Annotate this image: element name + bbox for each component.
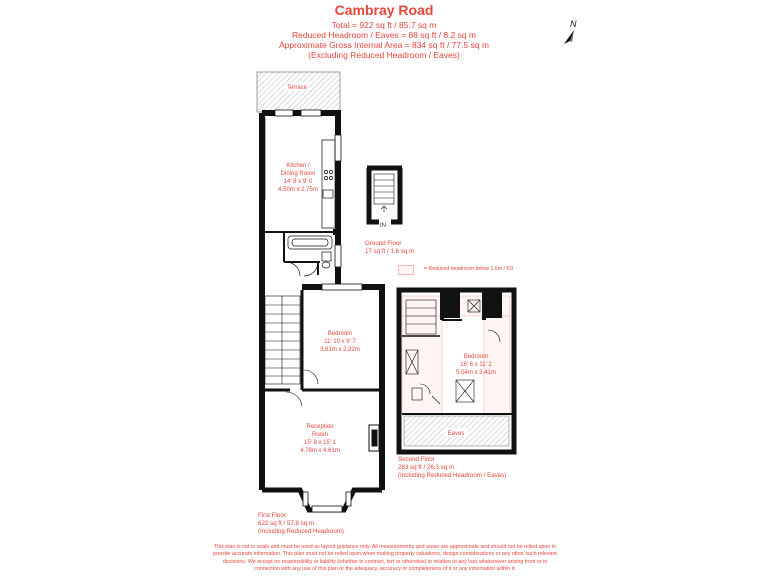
area-note: (Excluding Reduced Headroom / Eaves) [308,50,460,60]
entrance-label: IN [380,223,386,229]
area-reduced: Reduced Headroom / Eaves = 88 sq ft / 8.2 sq m [291,30,477,40]
bedroom2-label: Bedroom [463,354,489,360]
disclaimer: This plan is not to scale and must be used as layout guidance only. All measurements and areas are approximate and should not be relied upon to provide accurate information. This plan must not be relied upon when making property valuations, design considerations or any other such relevant decisions. We accept no responsibility or liability (whether in contract, tort or otherwise) in relation to any loss whatsoever arising from or in connection with any use of this plan or the adequacy, accuracy or completeness of it or any information within it. [213,544,557,573]
svg-text:4.78m x 4.61m: 4.78m x 4.61m [300,448,340,454]
bedroom1-label: Bedroom [327,331,353,337]
legend-text: = Reduced headroom below 1.5m / 5'0 [424,266,514,272]
first-floor-caption: First Floor 622 sq ft / 57.8 sq m (Including Reduced Headroom) [258,512,344,535]
svg-text:16' 6 x 11' 2: 16' 6 x 11' 2 [460,362,492,368]
svg-text:Room: Room [311,432,329,438]
svg-text:14' 8 x 9' 0: 14' 8 x 9' 0 [283,179,313,185]
svg-text:Dining Room: Dining Room [280,171,316,177]
terrace-label: Terrace [286,85,308,91]
second-floor-caption: Second Floor 283 sq ft / 26.3 sq m (Including Reduced Headroom / Eaves) [398,456,507,479]
ground-floor-caption: Ground Floor 17 sq ft / 1.6 sq m [365,240,415,255]
reception-label: Reception [306,424,334,430]
north-label: N [570,19,577,29]
legend-swatch [398,265,414,275]
area-total: Total = 922 sq ft / 85.7 sq m [331,20,437,30]
svg-text:11' 10 x 9' 7: 11' 10 x 9' 7 [324,339,356,345]
ground-floor-walls [367,168,402,222]
svg-text:5.04m x 3.41m: 5.04m x 3.41m [456,370,496,376]
svg-text:15' 8 x 15' 1: 15' 8 x 15' 1 [304,440,336,446]
plan-title: Cambray Road [334,2,434,18]
svg-text:3.61m x 2.92m: 3.61m x 2.92m [320,347,360,353]
terrace-area [257,72,340,112]
eaves-label: Eaves [447,431,465,437]
area-gross: Approximate Gross Internal Area = 834 sq ft / 77.5 sq m [278,40,489,50]
svg-text:4.50m x 2.75m: 4.50m x 2.75m [278,187,318,193]
kitchen-label: Kitchen / [286,163,310,169]
